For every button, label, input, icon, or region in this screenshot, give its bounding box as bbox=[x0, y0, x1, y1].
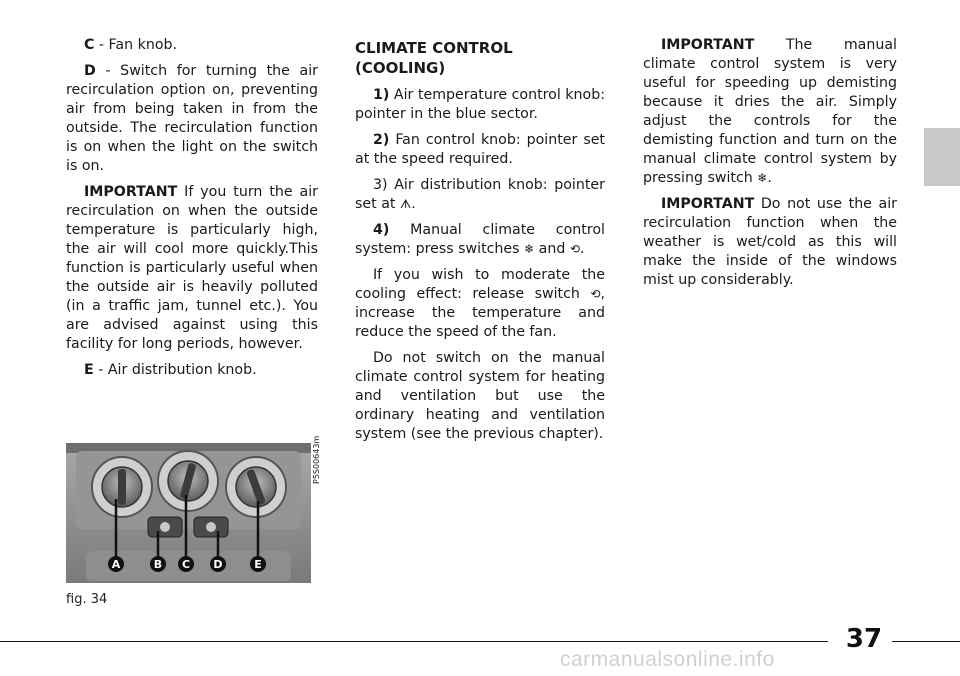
step-1: 1) Air temperature control knob: pointer in the blue sector. bbox=[355, 87, 605, 122]
windscreen-feet-icon: ᗑ bbox=[399, 197, 412, 211]
label-d: D bbox=[213, 558, 223, 571]
important-note-demisting: IMPORTANT The manual climate control system is very useful for speeding up demisting because it dries the air. Simply adjust the controls for the demisting function and turn on the manual climate control system by pressing switch ❄. bbox=[643, 37, 897, 186]
figure-labels bbox=[66, 443, 311, 583]
step-4: 4) Manual climate control system: press switches ❄ and ⟲. bbox=[355, 222, 605, 257]
paragraph-heating-note: Do not switch on the manual climate control system for heating and ventilation but use the ordinary heating and ventilation system (see the previous chapter). bbox=[355, 350, 605, 442]
watermark-text: carmanualsonline.info bbox=[560, 648, 775, 671]
figure-caption: fig. 34 bbox=[66, 592, 108, 607]
text-column-left bbox=[66, 36, 318, 387]
label-e: E bbox=[254, 558, 262, 571]
climate-control-photo bbox=[66, 443, 311, 583]
text-column-middle bbox=[355, 36, 605, 451]
text-column-right bbox=[643, 36, 897, 297]
snowflake-icon: ❄ bbox=[757, 171, 768, 185]
footer-rule-left bbox=[0, 641, 828, 642]
figure-code: P5S00643m bbox=[312, 435, 321, 484]
label-a: A bbox=[111, 558, 121, 571]
step-2: 2) Fan control knob: pointer set at the speed required. bbox=[355, 132, 605, 167]
important-note-wet-weather: IMPORTANT Do not use the air recirculation function when the weather is wet/cold as this will make the inside of the windows mist up considerably. bbox=[643, 196, 897, 288]
recirculation-icon: ⟲ bbox=[569, 242, 580, 256]
label-b: B bbox=[153, 558, 163, 571]
section-heading: CLIMATE CONTROL (COOLING) bbox=[355, 39, 513, 77]
recirculation-icon: ⟲ bbox=[590, 287, 601, 301]
item-d: D - Switch for turning the air recirculation option on, preventing air from being taken in from the outside. The recirculation function is on when the light on the switch is on. bbox=[66, 63, 318, 174]
section-tab-marker bbox=[924, 128, 960, 186]
footer-rule-right bbox=[892, 641, 960, 642]
page-number: 37 bbox=[845, 624, 883, 654]
item-c: C - Fan knob. bbox=[84, 37, 178, 53]
snowflake-icon: ❄ bbox=[524, 242, 535, 256]
step-3: 3) Air distribution knob: pointer set at ᗑ. bbox=[355, 177, 605, 212]
item-e: E - Air distribution knob. bbox=[84, 362, 257, 378]
paragraph-moderate-cooling: If you wish to moderate the cooling effect: release switch ⟲, increase the temperature and reduce the speed of the fan. bbox=[355, 267, 605, 340]
label-c: C bbox=[181, 558, 191, 571]
important-note-recirculation: IMPORTANT If you turn the air recirculation on when the outside temperature is particularly high, the air will cool more quickly.This function is particularly useful when the outside air is heavily polluted (in a traffic jam, tunnel etc.). You are advised against using this facility for long periods, however. bbox=[66, 184, 318, 352]
